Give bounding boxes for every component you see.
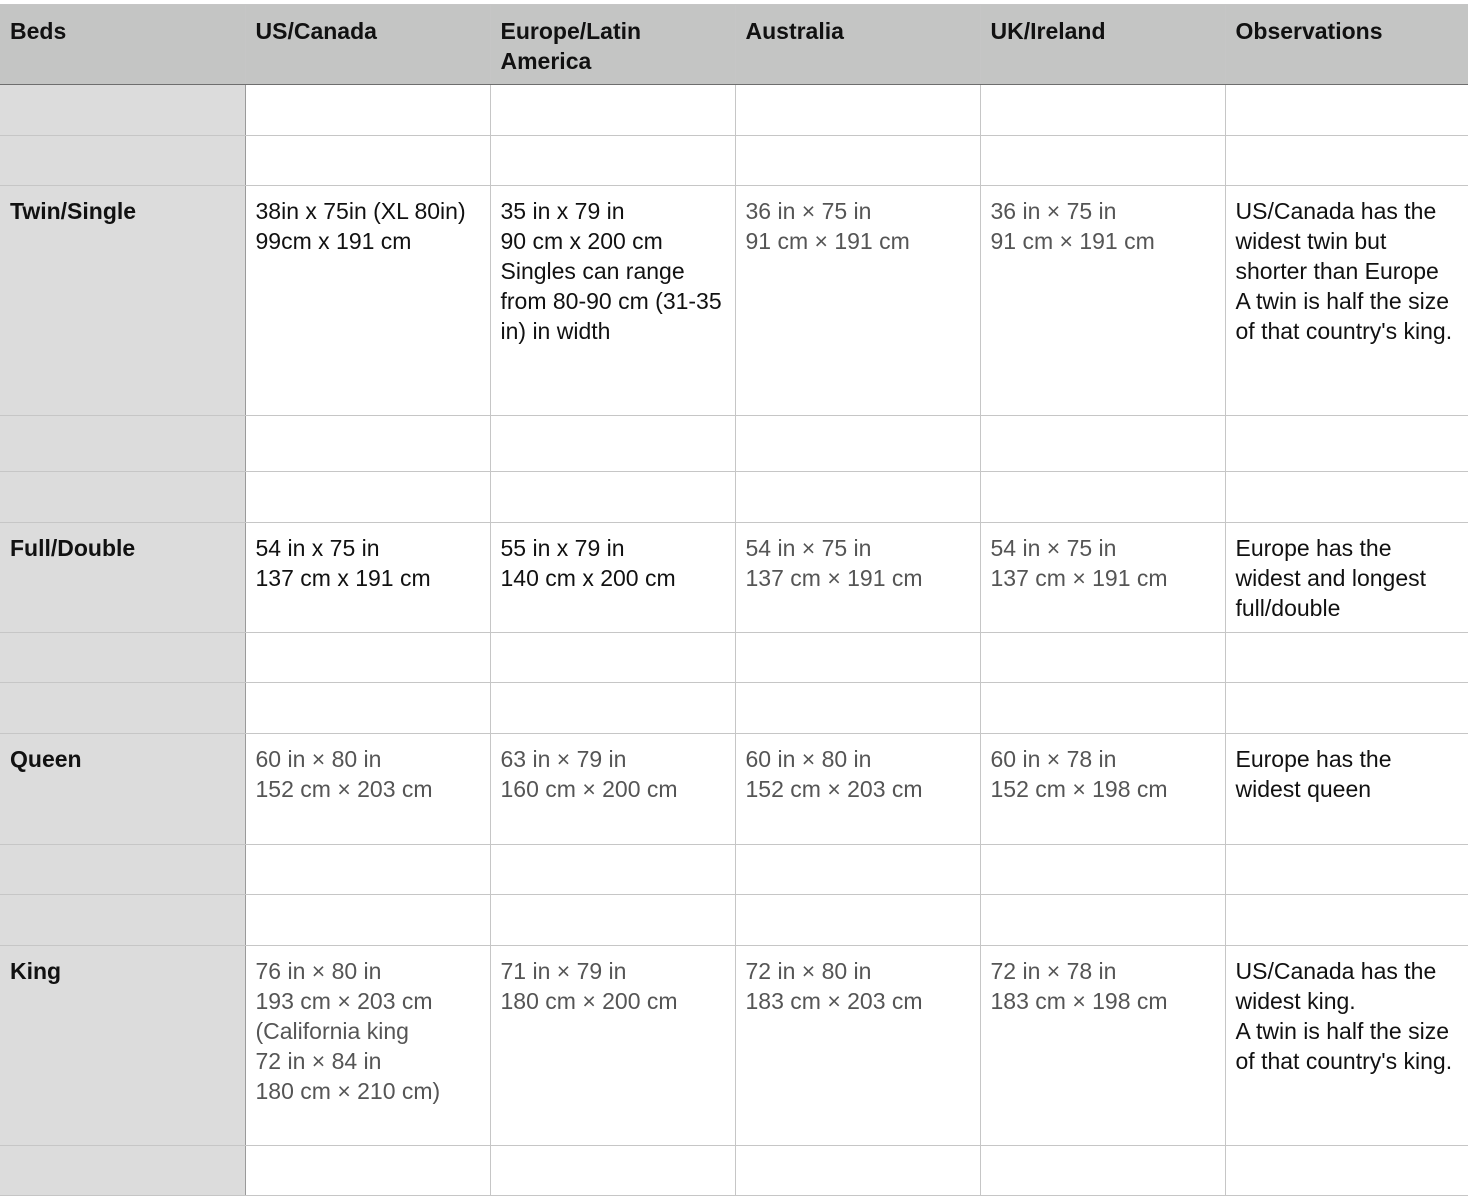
- cell-us-canada[interactable]: [245, 85, 490, 136]
- cell-text: 54 in x 75 in 137 cm x 191 cm: [255, 535, 431, 591]
- header-europe-latin-america[interactable]: Europe/Latin America: [490, 5, 735, 85]
- table-row: [0, 946, 1468, 1146]
- cell-europe-latin-america[interactable]: [490, 946, 735, 1146]
- blank-row: [0, 633, 1468, 683]
- cell-text: 76 in × 80 in 193 cm × 203 cm (California king 72 in × 84 in 180 cm × 210 cm): [255, 958, 441, 1104]
- cell-us-canada[interactable]: [245, 734, 490, 845]
- cell-europe-latin-america[interactable]: [490, 186, 735, 416]
- cell-observations[interactable]: [1225, 895, 1468, 946]
- blank-row: [0, 85, 1468, 136]
- cell-uk-ireland[interactable]: [980, 85, 1225, 136]
- row-label-cell[interactable]: Full/Double: [0, 523, 245, 633]
- cell-australia[interactable]: [735, 523, 980, 633]
- row-label-cell[interactable]: [0, 416, 245, 472]
- cell-uk-ireland[interactable]: [980, 683, 1225, 734]
- cell-europe-latin-america[interactable]: [490, 845, 735, 895]
- cell-text: 35 in x 79 in 90 cm x 200 cm Singles can range from 80-90 cm (31-35 in) in width: [500, 198, 722, 344]
- header-uk-ireland[interactable]: UK/Ireland: [980, 5, 1225, 85]
- cell-uk-ireland[interactable]: [980, 416, 1225, 472]
- blank-row: [0, 845, 1468, 895]
- row-label-cell[interactable]: [0, 1146, 245, 1196]
- cell-text: Europe has the widest queen: [1235, 746, 1398, 802]
- cell-europe-latin-america[interactable]: [490, 85, 735, 136]
- header-us-canada[interactable]: US/Canada: [245, 5, 490, 85]
- cell-uk-ireland[interactable]: [980, 734, 1225, 845]
- cell-us-canada[interactable]: [245, 472, 490, 523]
- cell-text: 55 in x 79 in 140 cm x 200 cm: [500, 535, 676, 591]
- cell-europe-latin-america[interactable]: [490, 416, 735, 472]
- cell-us-canada[interactable]: [245, 946, 490, 1146]
- cell-us-canada[interactable]: [245, 416, 490, 472]
- table-row: [0, 734, 1468, 845]
- table-body: [0, 85, 1468, 1196]
- cell-europe-latin-america[interactable]: [490, 1146, 735, 1196]
- cell-text: 60 in × 80 in 152 cm × 203 cm: [255, 746, 433, 802]
- cell-europe-latin-america[interactable]: [490, 633, 735, 683]
- cell-text: US/Canada has the widest twin but shorter than Europe A twin is half the size of that country's king.: [1235, 198, 1453, 344]
- cell-australia[interactable]: [735, 895, 980, 946]
- cell-observations[interactable]: [1225, 845, 1468, 895]
- cell-observations[interactable]: [1225, 1146, 1468, 1196]
- cell-europe-latin-america[interactable]: [490, 734, 735, 845]
- cell-australia[interactable]: [735, 946, 980, 1146]
- blank-row: [0, 136, 1468, 186]
- cell-uk-ireland[interactable]: [980, 472, 1225, 523]
- cell-observations[interactable]: [1225, 186, 1468, 416]
- cell-observations[interactable]: [1225, 523, 1468, 633]
- cell-text: 63 in × 79 in 160 cm × 200 cm: [500, 746, 678, 802]
- cell-uk-ireland[interactable]: [980, 845, 1225, 895]
- cell-text: 72 in × 78 in 183 cm × 198 cm: [990, 958, 1168, 1014]
- cell-australia[interactable]: [735, 683, 980, 734]
- cell-text: 60 in × 78 in 152 cm × 198 cm: [990, 746, 1168, 802]
- row-label-cell[interactable]: [0, 633, 245, 683]
- cell-us-canada[interactable]: [245, 895, 490, 946]
- cell-europe-latin-america[interactable]: [490, 136, 735, 186]
- cell-text: 71 in × 79 in 180 cm × 200 cm: [500, 958, 678, 1014]
- bed-size-table: [0, 4, 1468, 1196]
- cell-australia[interactable]: [735, 85, 980, 136]
- blank-row: [0, 683, 1468, 734]
- blank-row: [0, 1146, 1468, 1196]
- table-row: [0, 186, 1468, 416]
- blank-row: [0, 416, 1468, 472]
- cell-australia[interactable]: [735, 186, 980, 416]
- row-label-cell[interactable]: Queen: [0, 734, 245, 845]
- cell-us-canada[interactable]: [245, 683, 490, 734]
- row-label-cell[interactable]: [0, 85, 245, 136]
- cell-text: 54 in × 75 in 137 cm × 191 cm: [745, 535, 923, 591]
- cell-observations[interactable]: [1225, 946, 1468, 1146]
- cell-europe-latin-america[interactable]: [490, 523, 735, 633]
- cell-uk-ireland[interactable]: [980, 523, 1225, 633]
- cell-observations[interactable]: [1225, 472, 1468, 523]
- cell-australia[interactable]: [735, 136, 980, 186]
- cell-us-canada[interactable]: [245, 633, 490, 683]
- cell-australia[interactable]: [735, 845, 980, 895]
- cell-us-canada[interactable]: [245, 186, 490, 416]
- row-label-cell[interactable]: [0, 845, 245, 895]
- cell-uk-ireland[interactable]: [980, 946, 1225, 1146]
- cell-australia[interactable]: [735, 633, 980, 683]
- row-label-cell[interactable]: [0, 136, 245, 186]
- header-beds[interactable]: Beds: [0, 5, 245, 85]
- row-label-cell[interactable]: King: [0, 946, 245, 1146]
- cell-text: 72 in × 80 in 183 cm × 203 cm: [745, 958, 923, 1014]
- cell-text: Europe has the widest and longest full/double: [1235, 535, 1433, 621]
- cell-uk-ireland[interactable]: [980, 186, 1225, 416]
- cell-text: 36 in × 75 in 91 cm × 191 cm: [990, 198, 1155, 254]
- cell-observations[interactable]: [1225, 683, 1468, 734]
- cell-text: 38in x 75in (XL 80in) 99cm x 191 cm: [255, 198, 466, 254]
- cell-us-canada[interactable]: [245, 523, 490, 633]
- row-label-cell[interactable]: [0, 472, 245, 523]
- cell-europe-latin-america[interactable]: [490, 895, 735, 946]
- cell-text: 60 in × 80 in 152 cm × 203 cm: [745, 746, 923, 802]
- cell-australia[interactable]: [735, 472, 980, 523]
- cell-australia[interactable]: [735, 416, 980, 472]
- cell-australia[interactable]: [735, 1146, 980, 1196]
- blank-row: [0, 895, 1468, 946]
- cell-europe-latin-america[interactable]: [490, 683, 735, 734]
- cell-uk-ireland[interactable]: [980, 136, 1225, 186]
- cell-uk-ireland[interactable]: [980, 1146, 1225, 1196]
- cell-observations[interactable]: [1225, 633, 1468, 683]
- header-row: [0, 5, 1468, 85]
- row-label-cell[interactable]: [0, 683, 245, 734]
- cell-us-canada[interactable]: [245, 1146, 490, 1196]
- row-label-cell[interactable]: Twin/Single: [0, 186, 245, 416]
- cell-text: US/Canada has the widest king. A twin is half the size of that country's king.: [1235, 958, 1453, 1074]
- cell-observations[interactable]: [1225, 734, 1468, 845]
- cell-europe-latin-america[interactable]: [490, 472, 735, 523]
- table-row: [0, 523, 1468, 633]
- cell-text: 54 in × 75 in 137 cm × 191 cm: [990, 535, 1168, 591]
- header-observations[interactable]: Observations: [1225, 5, 1468, 85]
- row-label-cell[interactable]: [0, 895, 245, 946]
- cell-us-canada[interactable]: [245, 136, 490, 186]
- header-australia[interactable]: Australia: [735, 5, 980, 85]
- cell-australia[interactable]: [735, 734, 980, 845]
- cell-uk-ireland[interactable]: [980, 895, 1225, 946]
- cell-text: 36 in × 75 in 91 cm × 191 cm: [745, 198, 910, 254]
- cell-observations[interactable]: [1225, 85, 1468, 136]
- cell-observations[interactable]: [1225, 136, 1468, 186]
- cell-observations[interactable]: [1225, 416, 1468, 472]
- cell-uk-ireland[interactable]: [980, 633, 1225, 683]
- cell-us-canada[interactable]: [245, 845, 490, 895]
- blank-row: [0, 472, 1468, 523]
